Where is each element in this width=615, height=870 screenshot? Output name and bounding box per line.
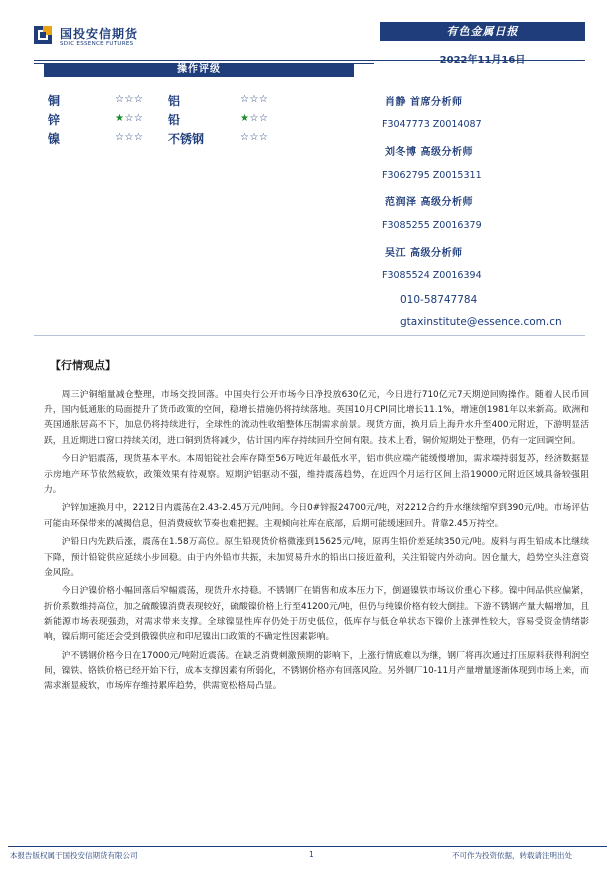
metal-label: 铜 (48, 94, 61, 108)
metal-label: 不锈钢 (168, 132, 205, 146)
header-divider (34, 60, 585, 61)
contact-email[interactable]: gtaxinstitute@essence.com.cn (400, 316, 562, 328)
analyst-name-title: 刘冬博 高级分析师 (385, 147, 473, 158)
market-commentary (44, 388, 589, 698)
page-number: 1 (309, 850, 314, 859)
paragraph-copper: 周三沪铜缩量减仓整理，市场交投回落。中国央行公开市场今日净投放630亿元，今日进行710亿元7天期逆回购操作。随着人民币回升，国内低通胀的局面提升了货币政策的空间，稳增长措施仍将持续落地。英国10月CPI同比增长11.1%，增速创1981年以来新高。欧洲和英国通胀居高不下，加息仍将持续进行，全球性的流动性收缩整体压制需求前景。现货方面，换月后上海升水升至400元附近，下游明显活跃，且近期进口窗口持续关闭，进口铜到货将减少，估计国内库存持续回升空间有限。技术上看，铜价短期处于整理，仍有一定回调空间。 (44, 390, 589, 446)
rating-stars: ★☆☆ (115, 113, 144, 124)
metal-label: 铝 (168, 94, 181, 108)
section-title: 【行情观点】 (50, 359, 116, 372)
analyst-name-title: 吴江 高级分析师 (385, 248, 463, 259)
company-logo-icon (34, 26, 52, 44)
analyst-certificate: F3085524 Z0016394 (382, 270, 482, 281)
contact-phone: 010-58747784 (400, 294, 478, 306)
analyst-name-title: 范润泽 高级分析师 (385, 197, 473, 208)
paragraph-lead: 沪铅日内先跌后涨，震荡在1.58万高位。原生铅现货价格微涨到15625元/吨，原再生铅价差延续350元/吨。废料与再生铅成本比继续下降，预计铅锭供应延续小步回稳。由于内外铅市共振，未加贸易升水的铅出口接近盈利，关注铅锭内外动向。因仓量大，趋势空头注意资金风险。 (44, 537, 589, 578)
footer-disclaimer: 不可作为投资依据，转载请注明出处 (452, 851, 572, 860)
metal-label: 镍 (48, 132, 61, 146)
report-title-banner: 有色金属日报 (380, 22, 585, 41)
analyst-name-title: 肖静 首席分析师 (385, 97, 463, 108)
metal-label: 锌 (48, 113, 61, 127)
rating-panel-title: 操作评级 (44, 63, 354, 77)
analyst-certificate: F3047773 Z0014087 (382, 119, 482, 130)
rating-stars: ☆☆☆ (115, 94, 144, 105)
rating-stars: ☆☆☆ (115, 132, 144, 143)
analyst-certificate: F3062795 Z0015311 (382, 170, 482, 181)
paragraph-nickel: 今日沪镍价格小幅回落后窄幅震荡，现货升水持稳。不锈钢厂在销售和成本压力下，倒逼镍铁市场议价重心下移。镍中间品供应偏紧，折价系数维持高位，加之硫酸镍消费表现较好，硫酸镍价格上行至41200元/吨，但仍与纯镍价格有较大倒挂。下游不锈钢产量大幅增加，且新能源市场表现强劲，对需求带来支撑。全球镍显性库存仍处于历史低位，低库存与低仓单状态下镍价上涨弹性较大，容易受资金情绪影响，镍后期可能还会受到俄镍供应和印尼镍出口政策的不确定性因素影响。 (44, 586, 589, 643)
footer-copyright: 本报告版权属于国投安信期货有限公司 (10, 851, 138, 860)
rating-stars: ☆☆☆ (240, 132, 269, 143)
brand-name-en: SDIC ESSENCE FUTURES (60, 41, 134, 47)
paragraph-stainless-steel: 沪不锈钢价格今日在17000元/吨附近震荡。在缺乏消费刺激预期的影响下，上涨行情底难以为继，钢厂将再次通过打压原料获得利润空间，镍铁、铬铁价格已经开始下行，成本支撑因素有所弱化，不锈钢价格亦有回落风险。另外钢厂10-11月产量增量逐渐体现到市场上来，而需求渐显疲软，市场库存维持累库趋势，供需宽松格局凸显。 (44, 650, 589, 692)
footer-divider (8, 846, 607, 847)
metal-label: 铅 (168, 113, 181, 127)
brand-name-cn: 国投安信期货 (60, 27, 139, 41)
paragraph-aluminum: 今日沪铝震荡，现货基本平水。本周铝锭社会库存降至56万吨近年最低水平，铝市供应端产能缓慢增加，需求端持弱复苏，经济数据显示房地产环节依然疲软，政策效果有待观察。短期沪铝驱动不强，维持震荡趋势，在近四个月运行区间上沿19000元附近区域具备较强阻力。 (44, 454, 589, 495)
rating-stars: ☆☆☆ (240, 94, 269, 105)
rating-stars: ★☆☆ (240, 113, 269, 124)
analyst-certificate: F3085255 Z0016379 (382, 220, 482, 231)
report-date: 2022年11月16日 (439, 55, 526, 66)
section-divider (34, 335, 585, 336)
paragraph-zinc: 沪锌加速换月中，2212日内震荡在2.43-2.45万元/吨间。今日0#锌报24700元/吨，对2212合约升水继续缩窄到390元/吨。市场评估可能由环保带来的减揭信息，但消费疲软节奏也难把握。主观倾向社库在底部，后期可能缓速回升。背靠2.45万持空。 (44, 503, 589, 529)
